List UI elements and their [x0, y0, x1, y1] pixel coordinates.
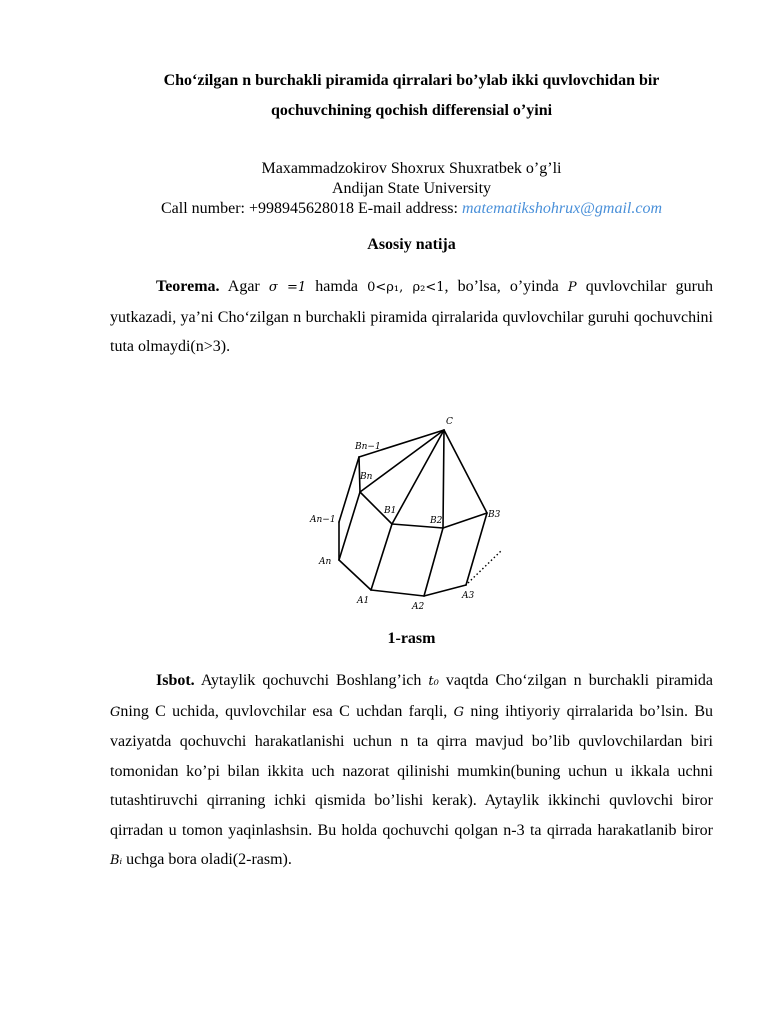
label-an1: An−1	[310, 515, 336, 525]
label-b1: B1	[384, 506, 397, 516]
proof-math-g2: G	[453, 704, 465, 720]
edge-a1-a2	[371, 590, 424, 596]
label-bn: Bn	[360, 472, 373, 482]
author-affiliation: Andijan State University	[331, 180, 492, 197]
edge-an-a1	[339, 560, 371, 590]
proof-paragraph	[110, 666, 713, 876]
title-line-2: qochuvchining qochish differensial o’yini	[270, 102, 553, 119]
contact-prefix: Call number: +998945628018 E-mail address:	[160, 200, 462, 217]
edge-continuation-dotted	[468, 550, 502, 583]
edge-b1-a1	[371, 524, 392, 590]
edge-bn1-an1	[339, 457, 359, 522]
paper-title	[110, 66, 713, 126]
proof-math-t0: t₀	[428, 674, 439, 689]
label-an: An	[319, 557, 332, 567]
figure-1-diagram	[300, 405, 525, 620]
author-block	[60, 159, 763, 219]
label-a2: A2	[412, 602, 425, 612]
proof-text-3: ning C uchida, quvlovchilar esa C uchdan farqli,	[120, 702, 454, 720]
proof-math-bi: Bᵢ	[110, 853, 123, 868]
theorem-text-4: quvlovchilar guruh yutkazadi, ya’ni Cho‘zilgan n burchakli piramida qirralarida quvlovchilar guruhi qochuvchini tuta olmaydi(n>3).	[110, 278, 714, 355]
label-c: C	[446, 417, 453, 427]
theorem-math-p: P	[567, 280, 577, 295]
edge-bn-an	[339, 492, 360, 560]
label-a3: A3	[462, 591, 475, 601]
theorem-math-rho: 0<ρ₁, ρ₂<1	[367, 280, 445, 295]
edge-a2-a3	[424, 585, 466, 596]
theorem-math-sigma: σ =1	[268, 280, 307, 295]
theorem-text-1: Agar	[219, 278, 269, 295]
proof-text-4: ning ihtiyoriy qirralarida bo’lsin. Bu vaziyatda qochuvchi harakatlanishi uchun n ta qirra mavjud bo’lib quvlovchilardan biri tomonidan ko’pi bilan ikkita uch nazorat qilinishi mumkin(buning uchun u ikkala uchni tutashtiruvchi qirraning ichki qismida bo’lishi kerak). Aytaylik ikkinchi quvlovchi biror qirradan u tomon yaqinlashsin. Bu holda qochuvchi qolgan n-3 ta qirrada harakatlanib biror	[110, 702, 713, 839]
theorem-paragraph	[110, 272, 713, 362]
label-b3: B3	[488, 510, 501, 520]
edge-c-b2	[443, 430, 444, 528]
author-name: Maxammadzokirov Shoxrux Shuxratbek o’g’li	[261, 160, 562, 177]
proof-text-1: Aytaylik qochuvchi Boshlang’ich	[194, 672, 429, 689]
proof-text-5: uchga bora oladi(2-rasm).	[122, 851, 292, 868]
section-heading: Asosiy natija	[367, 236, 456, 253]
proof-text-2: vaqtda Cho‘zilgan n burchakli piramida	[438, 672, 714, 689]
label-a1: A1	[357, 596, 370, 606]
author-contact	[60, 199, 763, 219]
edge-c-bn	[360, 430, 444, 492]
edge-c-b3	[444, 430, 487, 513]
email-link[interactable]: matematikshohrux@gmail.com	[461, 200, 662, 217]
label-bn1: Bn−1	[355, 442, 381, 452]
theorem-text-3: , bo’lsa, o’yinda	[444, 278, 568, 295]
pyramid-edges	[339, 430, 487, 596]
edge-b2-b3	[443, 513, 487, 528]
theorem-text-2: hamda	[306, 278, 368, 295]
proof-math-g1: G	[110, 704, 121, 720]
edge-b2-a2	[424, 528, 443, 596]
proof-label: Isbot.	[156, 672, 195, 689]
vertex-labels	[309, 417, 501, 612]
title-line-1: Cho‘zilgan n burchakli piramida qirralari bo’ylab ikki quvlovchidan bir	[163, 72, 660, 89]
figure-caption: 1-rasm	[387, 630, 436, 647]
theorem-label: Teorema.	[156, 278, 220, 295]
label-b2: B2	[430, 516, 443, 526]
